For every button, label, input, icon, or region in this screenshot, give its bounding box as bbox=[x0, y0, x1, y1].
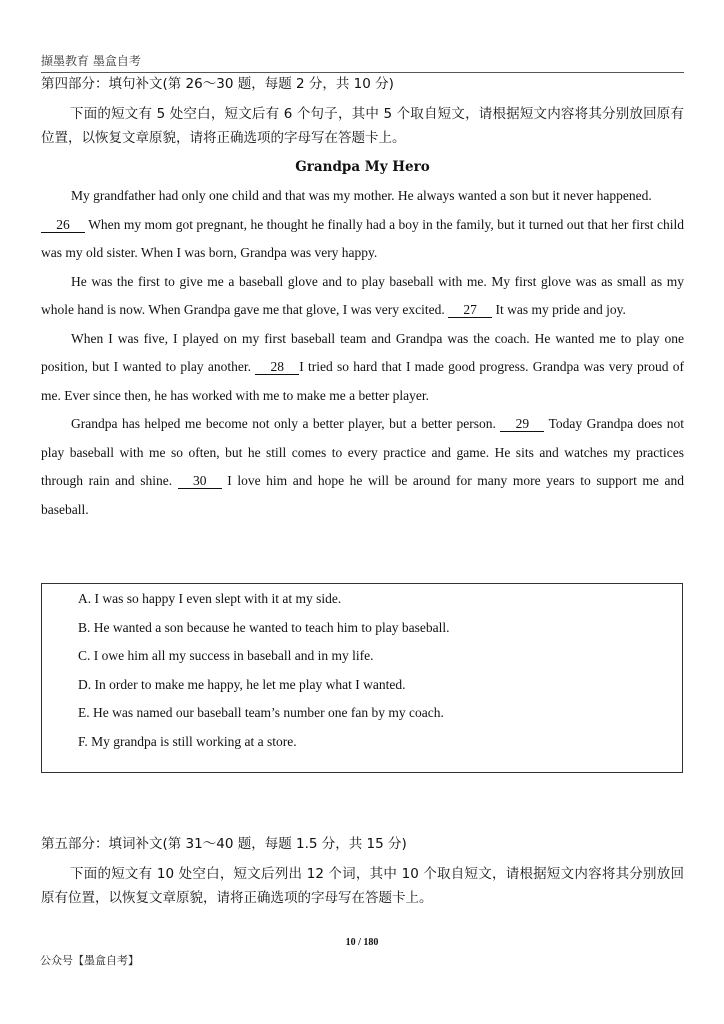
paragraph-3 bbox=[41, 325, 684, 411]
blank-29: 29 bbox=[500, 417, 544, 432]
p1-text-a: My grandfather had only one child and that was my mother. He always wanted a son but it never happened. bbox=[71, 188, 652, 203]
options-box bbox=[41, 583, 683, 773]
blank-28: 28 bbox=[255, 360, 299, 375]
p2-text-a: He was the first to give me a baseball glove and to play baseball with me. My first glove was as small as my whole hand is now. When Grandpa gave me that glove, I was very excited. bbox=[41, 273, 684, 317]
paragraph-1 bbox=[41, 182, 684, 268]
option-e: E. He was named our baseball team’s number one fan by my coach. bbox=[78, 705, 444, 720]
paragraph-4 bbox=[41, 410, 684, 524]
p3-text-a: When I was five, I played on my first baseball team and Grandpa was the coach. He wanted me to play one position, but I wanted to play another. bbox=[41, 330, 684, 374]
blank-27: 27 bbox=[448, 303, 492, 318]
option-d: D. In order to make me happy, he let me play what I wanted. bbox=[78, 677, 406, 692]
option-c: C. I owe him all my success in baseball and in my life. bbox=[78, 648, 374, 663]
section4 bbox=[41, 72, 684, 524]
paragraph-2 bbox=[41, 268, 684, 325]
p3-text-b: I tried so hard that I made good progress. Grandpa was very proud of me. Ever since then, he has worked with me to make me a better player. bbox=[41, 359, 684, 403]
page-number: 10 / 180 bbox=[345, 937, 379, 948]
section4-heading: 第四部分：填句补文(第 26～30 题，每题 2 分，共 10 分) bbox=[41, 76, 394, 92]
option-a: A. I was so happy I even slept with it at my side. bbox=[78, 591, 342, 606]
section4-instruction: 下面的短文有 5 处空白，短文后有 6 个句子，其中 5 个取自短文，请根据短文内容将其分别放回原有位置，以恢复文章原貌，请将正确选项的字母写在答题卡上。 bbox=[41, 106, 684, 146]
option-f: F. My grandpa is still working at a store. bbox=[78, 734, 297, 749]
p4-text-c: I love him and hope he will be around for many more years to support me and baseball. bbox=[41, 473, 684, 517]
p4-text-b: Today Grandpa does not play baseball with me so often, but he still comes to every practice and game. He sits and watches my practices through rain and shine. bbox=[41, 416, 685, 488]
header-text: 撷墨教育 墨盒自考 bbox=[41, 54, 141, 68]
page-header bbox=[41, 52, 684, 73]
blank-30: 30 bbox=[178, 474, 222, 489]
section5 bbox=[41, 832, 684, 916]
blank-26: 26 bbox=[41, 218, 85, 233]
section5-heading: 第五部分：填词补文(第 31～40 题，每题 1.5 分，共 15 分) bbox=[41, 836, 407, 852]
p2-text-b: It was my pride and joy. bbox=[492, 302, 626, 317]
passage-title: Grandpa My Hero bbox=[295, 159, 430, 175]
section5-instruction: 下面的短文有 10 处空白，短文后列出 12 个词，其中 10 个取自短文，请根据短文内容将其分别放回原有位置，以恢复文章原貌，请将正确选项的字母写在答题卡上。 bbox=[41, 866, 684, 906]
footer-account: 公众号【墨盒自考】 bbox=[40, 954, 139, 967]
p1-text-b: When my mom got pregnant, he thought he finally had a boy in the family, but it turned out that her first child was my old sister. When I was born, Grandpa was very happy. bbox=[41, 216, 684, 260]
option-b: B. He wanted a son because he wanted to teach him to play baseball. bbox=[78, 620, 450, 635]
p4-text-a: Grandpa has helped me become not only a better player, but a better person. bbox=[71, 416, 501, 431]
